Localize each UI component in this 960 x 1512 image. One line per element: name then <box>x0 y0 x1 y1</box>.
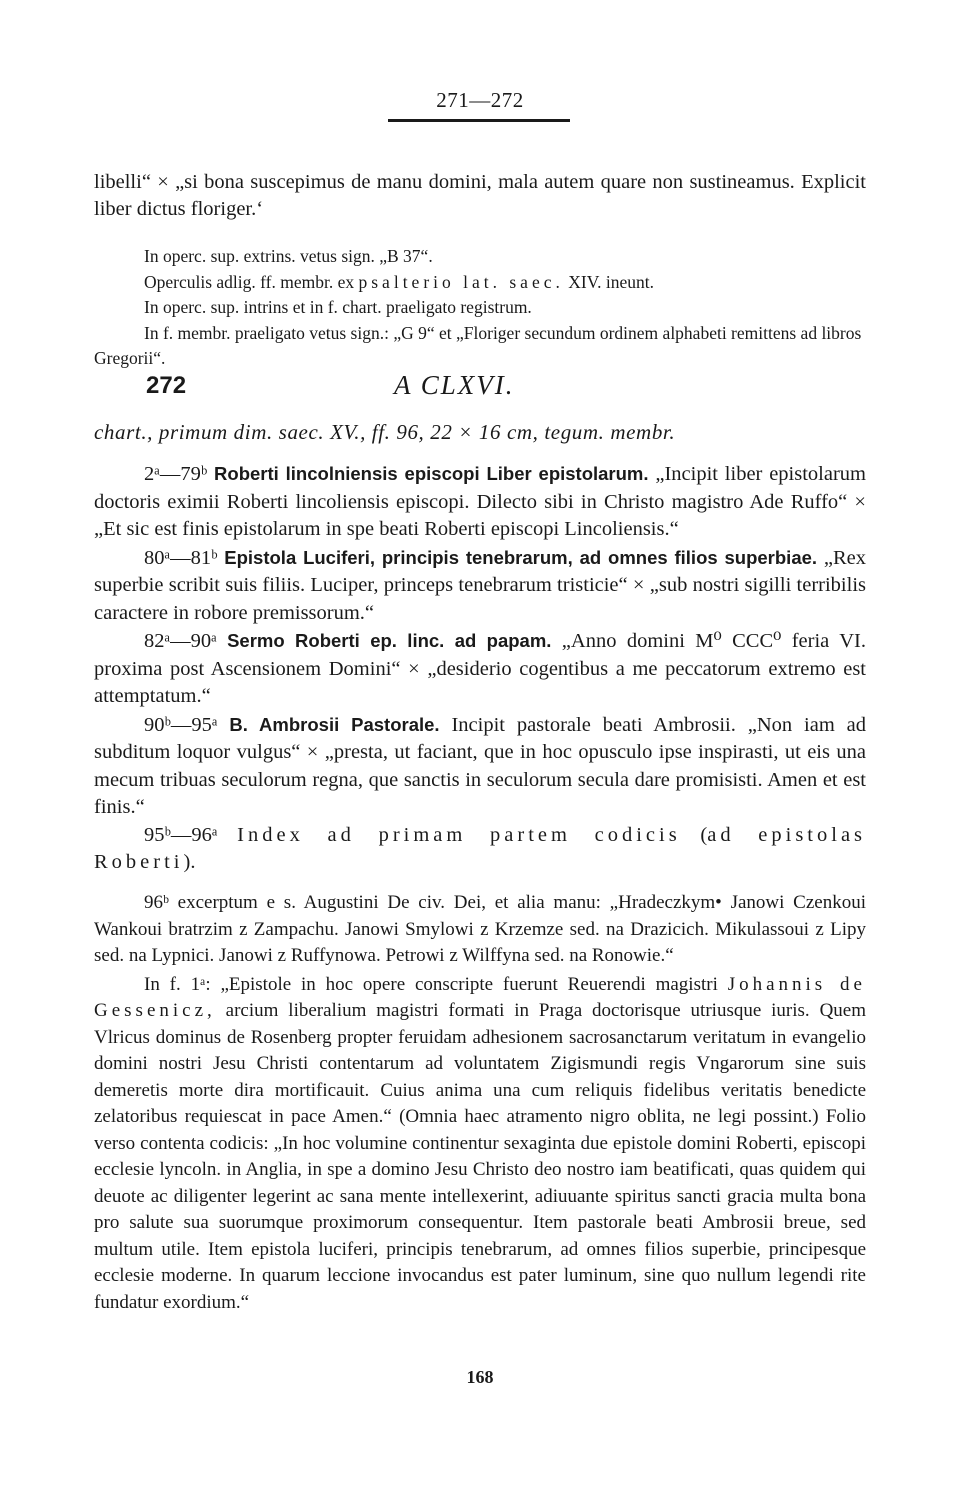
entry-description: chart., primum dim. saec. XV., ff. 96, 22 × 16 cm, tegum. membr. <box>94 420 676 444</box>
item-title: B. Ambrosii Pastorale. <box>229 713 440 735</box>
item-text: „Incipit liber epistolarum doctoris eximii Roberti lincoliensis episcopi. Dilecto sibi in Christo magistro Ade Ruffo“ × „Et sic est finis epistolarum in spe beati Roberti episcopi Lincoliensis.“ <box>94 463 866 540</box>
page-header: 271—272 <box>436 88 524 112</box>
item-text: „Rex superbie scribit suis filiis. Luciper, princeps tenebrarum tristicie“ × „sub nostri sigilli terribilis caractere in robore premissorum.“ <box>94 546 866 624</box>
note-line: In f. membr. praeligato vetus sign.: „G 9“ et „Floriger secundum ordinem alphabeti remittens ad libros Gregorii“. <box>94 322 862 368</box>
folio-range: 80ᵃ—81ᵇ <box>144 546 218 569</box>
previous-entry-incipit: libelli“ × „si bona suscepimus de manu domini, mala autem quare non sustineamus. Explicit liber dictus floriger.‘ <box>94 170 866 220</box>
entry-heading <box>94 368 866 408</box>
folio-range: 90ᵇ—95ᵃ <box>144 713 218 736</box>
item-title: Sermo Roberti ep. linc. ad papam. <box>227 630 552 651</box>
index-title: Index ad primam partem codicis <box>237 823 681 846</box>
item-title: Roberti lincolniensis episcopi Liber epistolarum. <box>214 463 649 484</box>
entry-notes <box>94 890 866 1316</box>
previous-entry-notes <box>94 244 866 372</box>
content-item <box>94 460 866 544</box>
note-line: Operculis adlig. ff. membr. ex psalterio lat. saec. XIV. ineunt. <box>144 271 654 292</box>
page-number: 168 <box>466 1367 494 1387</box>
excerpt-note: 96ᵇ excerptum e s. Augustini De civ. Dei, et alia manu: „Hradeczkym• Janowi Czenkoui Wankoui bratrzim z Zampachu. Janowi Smylowi z Krzemze sed. na Drazicich. Mikulassoui z Lipy sed. na Lypnici. Janowi z Ruffynowa. Petrowi z Wilffyna sed. na Ronowie.“ <box>94 892 866 966</box>
note-line: In operc. sup. intrins et in f. chart. praeligato registrum. <box>144 297 532 317</box>
header-rule <box>388 119 570 122</box>
folio-note: In f. 1ᵃ: „Epistole in hoc opere conscripte fuerunt Reuerendi magistri Johannis de Gessenicz, arcium liberalium magistri formati in Praga doctorisque utriusque iuris. Quem Vlricus dominus de Rosenberg propter feruidam adhesionem sacrosanctarum veritatum in evangelio domini nostri Jesu Christi contentarum ad voluntatem Zigismundi regis Vngarorum sine suis demeretis morte dira mortificauit. Cuius anima una cum reliquis fidelibus veritatis benedicte zelatoribus requiescat in pace Amen.“ (Omnia haec atramento nigro oblita, ne legi possint.) Folio verso contenta codicis: „In hoc volumine continentur sexaginta due epistole domini Roberti, episcopi ecclesie lyncoln. in Anglia, in spe a domino Jesu Christo deo nostro iam beatificati, quas quidem qui deuote ac diligenter legerint ac sana mente intellexerint, adiuuante spiritus sancti gracia multa bona pro salute sua suorumque proximorum consequentur. Item pastorale beati Ambrosii breue, sed multum utile. Item epistola luciferi, principis tenebrarum, ad omnes filios superbie, principesque ecclesie moderne. In quarum leccione invocandus est pater luminum, sine quo nullum legendi rite fundatur exordium.“ <box>94 973 866 1313</box>
entry-number: 272 <box>146 372 187 399</box>
folio-range: 2ᵃ—79ᵇ <box>144 463 208 485</box>
previous-entry <box>94 148 866 372</box>
note-line: In operc. sup. extrins. vetus sign. „B 37“. <box>144 246 433 266</box>
content-item <box>94 544 866 628</box>
entry-contents <box>94 460 866 877</box>
item-title: Epistola Luciferi, principis tenebrarum, ad omnes filios superbiae. <box>224 546 818 568</box>
content-item <box>94 711 866 822</box>
spaced-name: Johannis de Gessenicz, <box>94 973 866 1021</box>
content-item-index: 95ᵇ—96ᵃ Index ad primam partem codicis (ad epistolas Roberti). <box>94 823 867 873</box>
folio-range: 95ᵇ—96ᵃ <box>144 823 218 846</box>
folio-range: 82ᵃ—90ᵃ <box>144 630 217 652</box>
entry-signature: A CLXVI. <box>394 370 515 400</box>
item-text: „Anno domini M⁰ CCC⁰ feria VI. proxima post Ascensionem Domini“ × „desiderio cogentibus a me peccatorum extremo est attemptatum.“ <box>94 630 867 707</box>
item-text: Incipit pastorale beati Ambrosii. „Non iam ad subditum loquor vulgus“ × „presta, ut faciant, que in hoc opusculo ipse inspirasti, ut eis una mecum tribuas seculorum regna, que sanctis in seculorum secula dare promisisti. Amen et est finis.“ <box>94 713 866 818</box>
content-item <box>94 627 866 711</box>
